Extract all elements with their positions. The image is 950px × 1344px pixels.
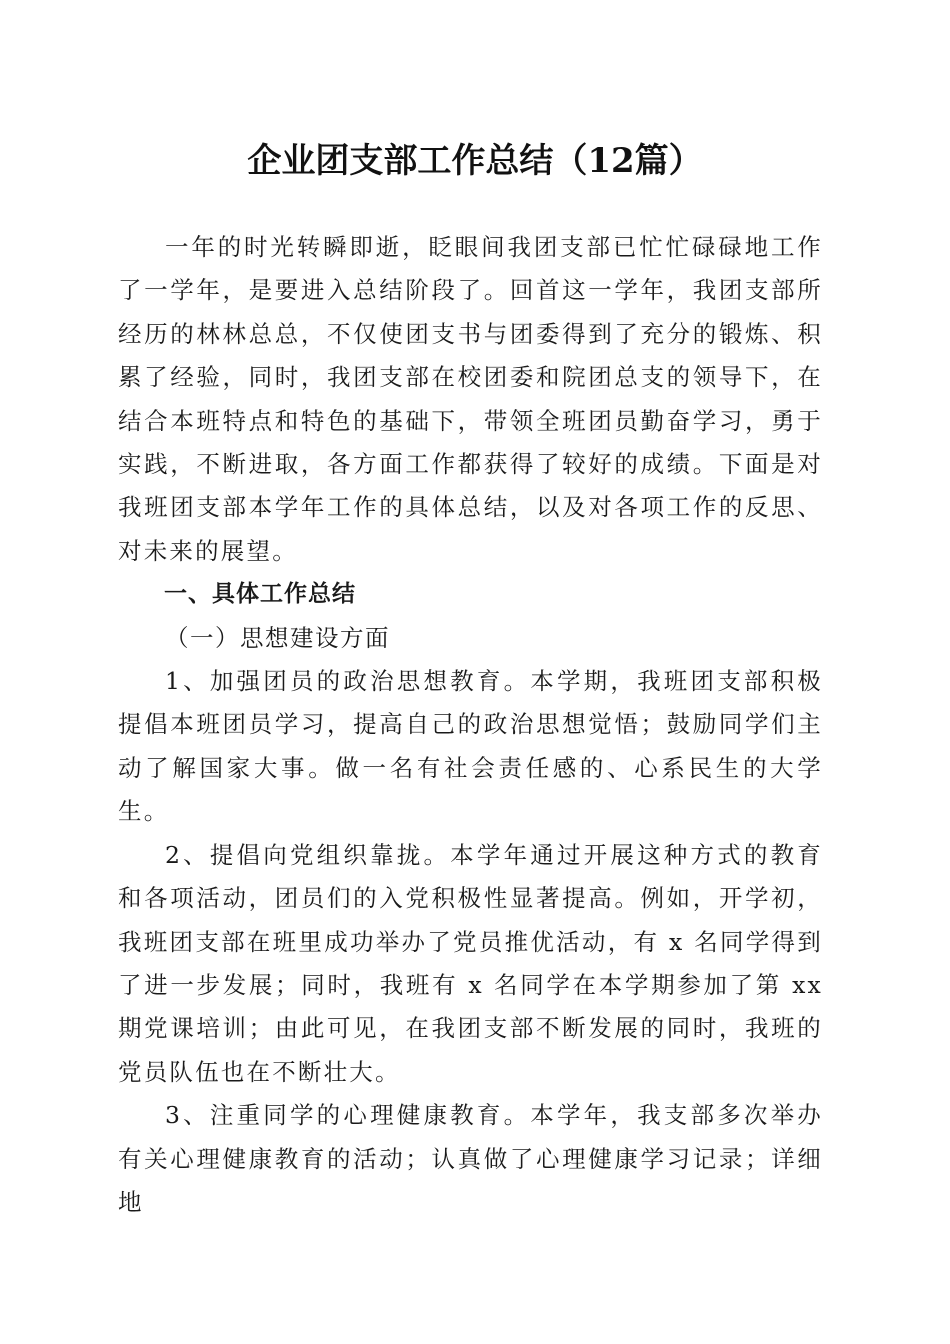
section-heading: 一、具体工作总结 bbox=[164, 581, 356, 608]
intro-paragraph: 一年的时光转瞬即逝，眨眼间我团支部已忙忙碌碌地工作了一学年，是要进入总结阶段了。回首这一学年，我团支部所经历的林林总总，不仅使团支书与团委得到了充分的锻炼、积累了经验，同时，我团支部在校团委和院团总支的领导下，在结合本班特点和特色的基础下，带领全班团员勤奋学习，勇于实践，不断进取，各方面工作都获得了较好的成绩。下面是对我班团支部本学年工作的具体总结，以及对各项工作的反思、对未来的展望。 bbox=[118, 233, 823, 565]
list-item: 1、加强团员的政治思想教育。本学期，我班团支部积极提倡本班团员学习，提高自己的政治思想觉悟；鼓励同学们主动了解国家大事。做一名有社会责任感的、心系民生的大学生。 bbox=[118, 667, 823, 826]
subsection-heading: （一）思想建设方面 bbox=[165, 623, 390, 652]
list-item: 3、注重同学的心理健康教育。本学年，我支部多次举办有关心理健康教育的活动；认真做了心理健康学习记录；详细地 bbox=[118, 1101, 823, 1216]
list-item: 2、提倡向党组织靠拢。本学年通过开展这种方式的教育和各项活动，团员们的入党积极性显著提高。例如，开学初，我班团支部在班里成功举办了党员推优活动，有 x 名同学得到了进一步发展；同时，我班有 x 名同学在本学期参加了第 xx 期党课培训；由此可见，在我团支部不断发展的同时，我班的党员队伍也在不断壮大。 bbox=[118, 840, 823, 1086]
document-body bbox=[118, 226, 823, 1224]
document-title: 企业团支部工作总结（12篇） bbox=[247, 141, 703, 181]
